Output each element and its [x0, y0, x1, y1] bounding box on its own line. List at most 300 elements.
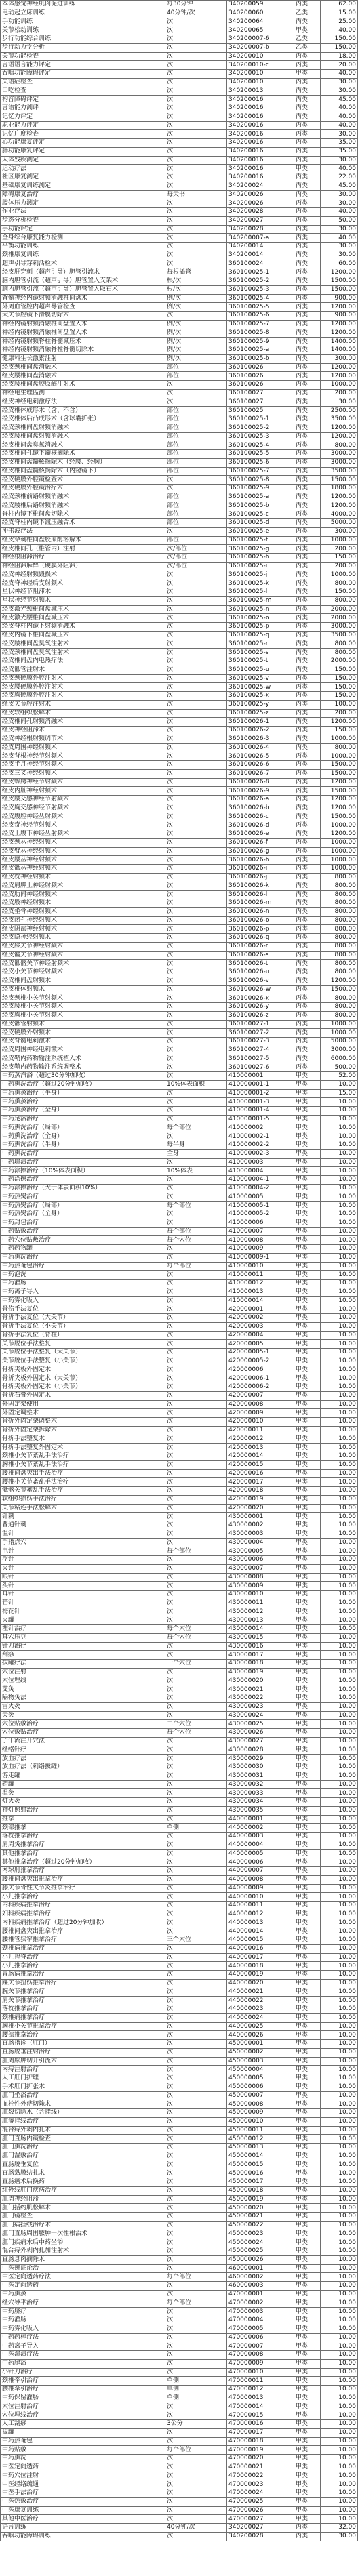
cell-unit: 次 — [165, 165, 227, 173]
cell-unit: 次 — [165, 1988, 227, 1997]
cell-category: 甲类 — [283, 1599, 321, 1608]
cell-category: 丙类 — [283, 458, 321, 467]
cell-price: 10.00 — [321, 2230, 358, 2238]
cell-item-name: 放血疗法 — [1, 1755, 165, 1763]
cell-category: 丙类 — [283, 640, 321, 649]
cell-category: 甲类 — [283, 1080, 321, 1089]
cell-code: 360100026-r — [227, 942, 283, 951]
table-row — [1, 1547, 358, 1556]
cell-code: 410000010 — [227, 1262, 283, 1271]
cell-category: 甲类 — [283, 1902, 321, 1910]
cell-price: 200.00 — [321, 389, 358, 398]
cell-category: 甲类 — [283, 2109, 321, 2118]
cell-price: 10.00 — [321, 2308, 358, 2316]
cell-item-name: 经皮硬膜外腔镜检查术 — [1, 476, 165, 485]
cell-code: 430000022 — [227, 1694, 283, 1703]
cell-item-name: 直肠脱垂复位 — [1, 2161, 165, 2169]
table-row — [1, 1374, 358, 1383]
cell-code: 360100025-w — [227, 683, 283, 692]
cell-category: 甲类 — [283, 2359, 321, 2368]
cell-code: 360100026-3 — [227, 735, 283, 743]
table-row — [1, 2386, 358, 2394]
cell-category: 丙类 — [283, 199, 321, 208]
cell-category: 甲类 — [283, 1391, 321, 1400]
cell-category: 丙类 — [283, 156, 321, 165]
cell-item-name: 中药熏蒸治疗 — [1, 1098, 165, 1107]
cell-category: 丙类 — [283, 285, 321, 294]
cell-category: 甲类 — [283, 1858, 321, 1867]
cell-code: 470000009 — [227, 2359, 283, 2368]
cell-category: 甲类 — [283, 1314, 321, 1323]
cell-item-name: 经皮激光腰椎间盘减压术 — [1, 614, 165, 623]
cell-category: 丙类 — [283, 899, 321, 908]
cell-item-name: 经皮椎间盘射频术 — [1, 977, 165, 985]
cell-category: 甲类 — [283, 1685, 321, 1694]
cell-price: 10.00 — [321, 2178, 358, 2187]
cell-code: 340200014 — [227, 243, 283, 251]
cell-code: 410000001 — [227, 1072, 283, 1081]
cell-item-name: 中药熏洗治疗（局部） — [1, 1124, 165, 1132]
cell-category: 丙类 — [283, 804, 321, 813]
cell-code: 440000001 — [227, 1815, 283, 1824]
cell-code: 430000029 — [227, 1755, 283, 1763]
cell-category: 甲类 — [283, 1487, 321, 1496]
cell-price: 10.00 — [321, 1780, 358, 1789]
cell-code: 450000011 — [227, 2126, 283, 2135]
cell-category: 丙类 — [283, 1063, 321, 1072]
table-row — [1, 2377, 358, 2386]
cell-price: 10.00 — [321, 1616, 358, 1625]
cell-price: 10.00 — [321, 2066, 358, 2074]
cell-category: 甲类 — [283, 2057, 321, 2066]
table-row — [1, 1452, 358, 1461]
cell-item-name: 运动疗法 — [1, 165, 165, 173]
cell-unit: 次 — [165, 1919, 227, 1927]
cell-unit: 次 — [165, 2230, 227, 2238]
cell-unit: 次 — [165, 1582, 227, 1591]
cell-category: 甲类 — [283, 1833, 321, 1841]
cell-unit: 次 — [165, 709, 227, 718]
cell-price: 62.00 — [321, 1, 358, 9]
cell-price: 10.00 — [321, 1098, 358, 1107]
cell-item-name: 经皮颈椎小关节射频术 — [1, 994, 165, 1003]
cell-unit: 次 — [165, 1349, 227, 1357]
cell-item-name: 经皮关节腔注射术 — [1, 700, 165, 709]
cell-category: 甲类 — [283, 1815, 321, 1824]
cell-unit: 次 — [165, 2022, 227, 2031]
cell-item-name: 腰椎管狭窄推拿治疗 — [1, 1936, 165, 1945]
cell-category: 甲类 — [283, 2420, 321, 2429]
table-row — [1, 216, 358, 225]
cell-unit: 次 — [165, 43, 227, 52]
cell-code: 410000003 — [227, 1158, 283, 1167]
cell-item-name: 经皮腰交感神经节射频术 — [1, 796, 165, 804]
table-row — [1, 2100, 358, 2109]
cell-unit: 单侧 — [165, 1824, 227, 1833]
cell-code: 450000020 — [227, 2204, 283, 2213]
cell-category: 丙类 — [283, 1029, 321, 1038]
cell-item-name: 经皮半月神经节射频术 — [1, 761, 165, 770]
table-row — [1, 1124, 358, 1132]
cell-unit: 次 — [165, 1383, 227, 1392]
cell-price: 3000.00 — [321, 450, 358, 459]
cell-code: 430000006 — [227, 1556, 283, 1565]
cell-unit: 次 — [165, 856, 227, 865]
table-row — [1, 78, 358, 87]
cell-price: 10.00 — [321, 1271, 358, 1280]
cell-unit: 次 — [165, 1089, 227, 1098]
cell-code: 430000008 — [227, 1573, 283, 1582]
cell-item-name: 言语语言能力评定 — [1, 61, 165, 70]
cell-category: 甲类 — [283, 2100, 321, 2109]
cell-category: 甲类 — [283, 2428, 321, 2437]
table-row — [1, 891, 358, 899]
cell-unit: 次 — [165, 2186, 227, 2195]
cell-price: 800.00 — [321, 1003, 358, 1012]
cell-unit: 次 — [165, 2515, 227, 2524]
cell-category: 甲类 — [283, 1444, 321, 1452]
table-row — [1, 2524, 358, 2533]
cell-unit: 次 — [165, 865, 227, 874]
table-row — [1, 1944, 358, 1953]
cell-price: 10.00 — [321, 2290, 358, 2299]
cell-code: 360100025-r — [227, 640, 283, 649]
cell-item-name: 经皮蝶腭神经节射频术 — [1, 778, 165, 787]
cell-unit: 次 — [165, 1616, 227, 1625]
table-row — [1, 925, 358, 934]
cell-unit: 次 — [165, 216, 227, 225]
table-row — [1, 502, 358, 510]
cell-category: 丙类 — [283, 147, 321, 156]
cell-price: 10.00 — [321, 2497, 358, 2506]
cell-price: 10.00 — [321, 2213, 358, 2222]
table-row — [1, 1478, 358, 1487]
cell-unit: 40分钟/次 — [165, 9, 227, 18]
cell-price: 30.00 — [321, 398, 358, 407]
cell-item-name: 外固定架使用 — [1, 1400, 165, 1409]
cell-code: 410000007 — [227, 1227, 283, 1236]
cell-unit: 部位 — [165, 493, 227, 502]
cell-unit: 次 — [165, 2255, 227, 2264]
cell-item-name: 经皮颈椎间盘臭氧注射术 — [1, 649, 165, 657]
cell-code: 360100026-8 — [227, 778, 283, 787]
table-row — [1, 1651, 358, 1660]
cell-category: 甲类 — [283, 1953, 321, 1962]
cell-unit: 次 — [165, 389, 227, 398]
cell-code: 460000001 — [227, 2264, 283, 2273]
cell-category: 甲类 — [283, 1072, 321, 1081]
table-row — [1, 493, 358, 502]
cell-code: 440000021 — [227, 1988, 283, 1997]
cell-unit: 次 — [165, 2463, 227, 2472]
table-row — [1, 2368, 358, 2377]
cell-item-name: 骨折夹板外固定术（大关节） — [1, 1374, 165, 1383]
cell-item-name: 拔罐 — [1, 2428, 165, 2437]
cell-code: 470000004 — [227, 2316, 283, 2325]
cell-item-name: 经皮颈椎间盘射频消融术 — [1, 424, 165, 432]
cell-category: 丙类 — [283, 554, 321, 563]
cell-category: 甲类 — [283, 1772, 321, 1780]
table-row — [1, 2472, 358, 2480]
cell-unit: 次 — [165, 1694, 227, 1703]
cell-code: 360100025-b — [227, 354, 283, 363]
cell-unit: 次 — [165, 778, 227, 787]
cell-price: 10.00 — [321, 1504, 358, 1513]
cell-code: 470000002 — [227, 2299, 283, 2308]
cell-category: 甲类 — [283, 2152, 321, 2161]
cell-item-name: 经皮坐骨神经射频术 — [1, 907, 165, 916]
cell-price: 1000.00 — [321, 1020, 358, 1029]
cell-category: 甲类 — [283, 1262, 321, 1271]
cell-unit: 次 — [165, 312, 227, 321]
cell-code: 360100026-p — [227, 925, 283, 934]
table-row — [1, 545, 358, 554]
cell-code: 440000016 — [227, 1944, 283, 1953]
cell-unit: 次 — [165, 1374, 227, 1383]
cell-unit: 部位 — [165, 415, 227, 424]
table-row — [1, 2455, 358, 2463]
cell-category: 甲类 — [283, 2083, 321, 2091]
cell-category: 丙类 — [283, 190, 321, 199]
cell-price: 10.00 — [321, 2074, 358, 2083]
cell-unit: 次 — [165, 882, 227, 891]
cell-code: 360100026-w — [227, 985, 283, 994]
cell-item-name: 中药雾化吸入 — [1, 1296, 165, 1305]
cell-code: 360100026-6 — [227, 761, 283, 770]
cell-code: 470000008 — [227, 2351, 283, 2360]
cell-code: 360100026-7 — [227, 769, 283, 778]
cell-category: 甲类 — [283, 1944, 321, 1953]
cell-item-name: 经皮腰椎间盘射频消融术 — [1, 432, 165, 441]
cell-item-name: 经皮骶丛神经射频术 — [1, 865, 165, 874]
cell-code: 430000028 — [227, 1746, 283, 1755]
cell-unit: 部位 — [165, 510, 227, 519]
cell-unit: 次 — [165, 2351, 227, 2360]
cell-code: 420000009 — [227, 1409, 283, 1418]
cell-item-name: 经皮腰硬膜外腔注射术 — [1, 683, 165, 692]
cell-price: 150.00 — [321, 43, 358, 52]
cell-item-name: 刮痧 — [1, 1651, 165, 1660]
cell-price: 2000.00 — [321, 605, 358, 614]
cell-unit: 次/部位 — [165, 554, 227, 563]
cell-price: 10.00 — [321, 1340, 358, 1349]
cell-code: 360100026 — [227, 372, 283, 381]
table-row — [1, 2437, 358, 2446]
cell-item-name: 肛门病挂线治疗术 — [1, 2221, 165, 2230]
cell-unit: 次 — [165, 2213, 227, 2222]
cell-item-name: 构音障碍评定 — [1, 96, 165, 104]
table-row — [1, 631, 358, 640]
table-row — [1, 1806, 358, 1815]
table-row — [1, 2238, 358, 2247]
cell-price: 10.00 — [321, 1633, 358, 1642]
cell-code: 440000023 — [227, 2005, 283, 2014]
cell-code: 360100026-c — [227, 813, 283, 821]
cell-item-name: 直肠脱垂注射治疗 — [1, 2048, 165, 2057]
table-row — [1, 1245, 358, 1254]
cell-price: 10.00 — [321, 2403, 358, 2411]
cell-code: 430000011 — [227, 1599, 283, 1608]
cell-unit: 次 — [165, 139, 227, 148]
cell-category: 甲类 — [283, 2135, 321, 2144]
cell-code: 360100025-h — [227, 554, 283, 563]
cell-unit: 次 — [165, 1193, 227, 1202]
cell-item-name: 经皮硬膜外腔镜治疗术 — [1, 485, 165, 493]
cell-code: 470000015 — [227, 2411, 283, 2420]
cell-price: 10.00 — [321, 1997, 358, 2005]
table-row — [1, 649, 358, 657]
cell-unit: 次 — [165, 942, 227, 951]
cell-price: 10.00 — [321, 2091, 358, 2100]
cell-item-name: 经皮穿刺椎间盘胶原酶溶解术 — [1, 536, 165, 545]
table-row — [1, 52, 358, 61]
cell-code: 340200028 — [227, 225, 283, 234]
cell-item-name: 神经内镜射频脊柱脊髓减压术 — [1, 338, 165, 346]
cell-code: 360100025-3 — [227, 285, 283, 294]
cell-unit: 次 — [165, 579, 227, 588]
cell-price: 10.00 — [321, 1366, 358, 1374]
cell-item-name: 颈椎病推拿治疗 — [1, 1944, 165, 1953]
cell-price: 10.00 — [321, 1400, 358, 1409]
table-row — [1, 2359, 358, 2368]
cell-unit: 例/次 — [165, 294, 227, 303]
cell-price: 100.00 — [321, 700, 358, 709]
cell-item-name: 耳穴压豆 — [1, 1633, 165, 1642]
cell-category: 甲类 — [283, 1755, 321, 1763]
cell-unit: 次 — [165, 657, 227, 666]
cell-item-name: 中药熏洗 — [1, 2455, 165, 2463]
table-row — [1, 2394, 358, 2403]
cell-price: 30.00 — [321, 251, 358, 260]
cell-category: 丙类 — [283, 1020, 321, 1029]
cell-category: 丙类 — [283, 294, 321, 303]
cell-price: 10.00 — [321, 1080, 358, 1089]
table-row — [1, 190, 358, 199]
cell-unit: 次 — [165, 1478, 227, 1487]
cell-code: 430000033 — [227, 1789, 283, 1798]
cell-item-name: 膝关节骨性关节炎推拿治疗 — [1, 1884, 165, 1893]
table-row — [1, 2446, 358, 2455]
cell-price: 30.00 — [321, 156, 358, 165]
table-row — [1, 2109, 358, 2118]
cell-unit: 次 — [165, 2117, 227, 2126]
cell-unit: 次 — [165, 1902, 227, 1910]
cell-price: 10.00 — [321, 1219, 358, 1227]
cell-unit: 根/次 — [165, 277, 227, 286]
cell-unit: 次 — [165, 640, 227, 649]
cell-code: 340200007-b — [227, 43, 283, 52]
table-row — [1, 156, 358, 165]
cell-item-name: 关节脱位手法整复（小关节） — [1, 1357, 165, 1366]
cell-category: 丙类 — [283, 208, 321, 217]
cell-price: 3500.00 — [321, 631, 358, 640]
cell-unit: 次 — [165, 1495, 227, 1504]
table-row — [1, 804, 358, 813]
cell-category: 甲类 — [283, 1694, 321, 1703]
cell-item-name: 经皮颈硬膜外腔注射术 — [1, 674, 165, 683]
cell-code: 360100027-5 — [227, 1055, 283, 1063]
table-row — [1, 994, 358, 1003]
cell-unit: 次 — [165, 1046, 227, 1055]
table-row — [1, 320, 358, 329]
cell-category: 丙类 — [283, 139, 321, 148]
cell-category: 丙类 — [283, 510, 321, 519]
table-row — [1, 960, 358, 968]
cell-code: 340200024 — [227, 182, 283, 190]
cell-price: 800.00 — [321, 899, 358, 908]
cell-code: 440000005 — [227, 1849, 283, 1858]
cell-code: 440000024 — [227, 2013, 283, 2022]
cell-item-name: 神经内镜射频消融椎间盘置入术 — [1, 329, 165, 338]
cell-unit: 次 — [165, 1504, 227, 1513]
cell-code: 410000009 — [227, 1245, 283, 1254]
cell-unit: 次 — [165, 1115, 227, 1124]
cell-category: 甲类 — [283, 2221, 321, 2230]
cell-code: 410000005 — [227, 1193, 283, 1202]
table-row — [1, 1953, 358, 1962]
cell-item-name: 胃肠病推拿治疗 — [1, 1971, 165, 1980]
table-row — [1, 692, 358, 701]
cell-category: 甲类 — [283, 1288, 321, 1296]
cell-unit: 一个穴位 — [165, 1660, 227, 1669]
cell-unit: 次 — [165, 761, 227, 770]
cell-unit: 次 — [165, 2437, 227, 2446]
table-row — [1, 2230, 358, 2238]
cell-item-name: 中医定向透药疗法 — [1, 2273, 165, 2282]
table-row — [1, 1875, 358, 1884]
cell-category: 甲类 — [283, 1495, 321, 1504]
cell-code: 420000015 — [227, 1460, 283, 1469]
cell-category: 丙类 — [283, 649, 321, 657]
cell-category: 甲类 — [283, 2066, 321, 2074]
cell-unit: 次 — [165, 649, 227, 657]
cell-category: 丙类 — [283, 1046, 321, 1055]
table-row — [1, 2040, 358, 2049]
cell-code: 450000025 — [227, 2247, 283, 2256]
cell-category: 甲类 — [283, 2255, 321, 2264]
cell-unit: 次 — [165, 700, 227, 709]
cell-item-name: 经皮脊柱内镜下减压融合术 — [1, 519, 165, 528]
cell-price: 10.00 — [321, 2333, 358, 2342]
cell-price: 1000.00 — [321, 821, 358, 830]
cell-unit: 例/次 — [165, 346, 227, 355]
cell-category: 甲类 — [283, 1349, 321, 1357]
cell-category: 甲类 — [283, 1789, 321, 1798]
cell-category: 甲类 — [283, 2437, 321, 2446]
cell-unit: 次 — [165, 899, 227, 908]
cell-item-name: 骨折手法复位（脊柱） — [1, 1331, 165, 1340]
cell-code: 340200013 — [227, 87, 283, 96]
cell-code: 440000015 — [227, 1936, 283, 1945]
cell-category: 丙类 — [283, 78, 321, 87]
cell-price: 1200.00 — [321, 268, 358, 277]
cell-item-name: 肛门疾病术后中药坐浴 — [1, 2238, 165, 2247]
table-row — [1, 1132, 358, 1141]
cell-item-name: 穴位埋线治疗 — [1, 2411, 165, 2420]
cell-item-name: 神经内镜射频消融脊柱脊髓切除术 — [1, 346, 165, 355]
cell-code: 470000017 — [227, 2428, 283, 2437]
cell-category: 甲类 — [283, 2368, 321, 2377]
cell-category: 丙类 — [283, 856, 321, 865]
cell-item-name: 语言训练 — [1, 2524, 165, 2533]
table-row — [1, 1919, 358, 1927]
cell-price: 10.00 — [321, 1685, 358, 1694]
cell-item-name: 经皮椎间盘内电热疗法 — [1, 657, 165, 666]
cell-unit: 次 — [165, 1210, 227, 1219]
table-row — [1, 1608, 358, 1616]
cell-price: 10.00 — [321, 2169, 358, 2178]
table-row — [1, 35, 358, 44]
